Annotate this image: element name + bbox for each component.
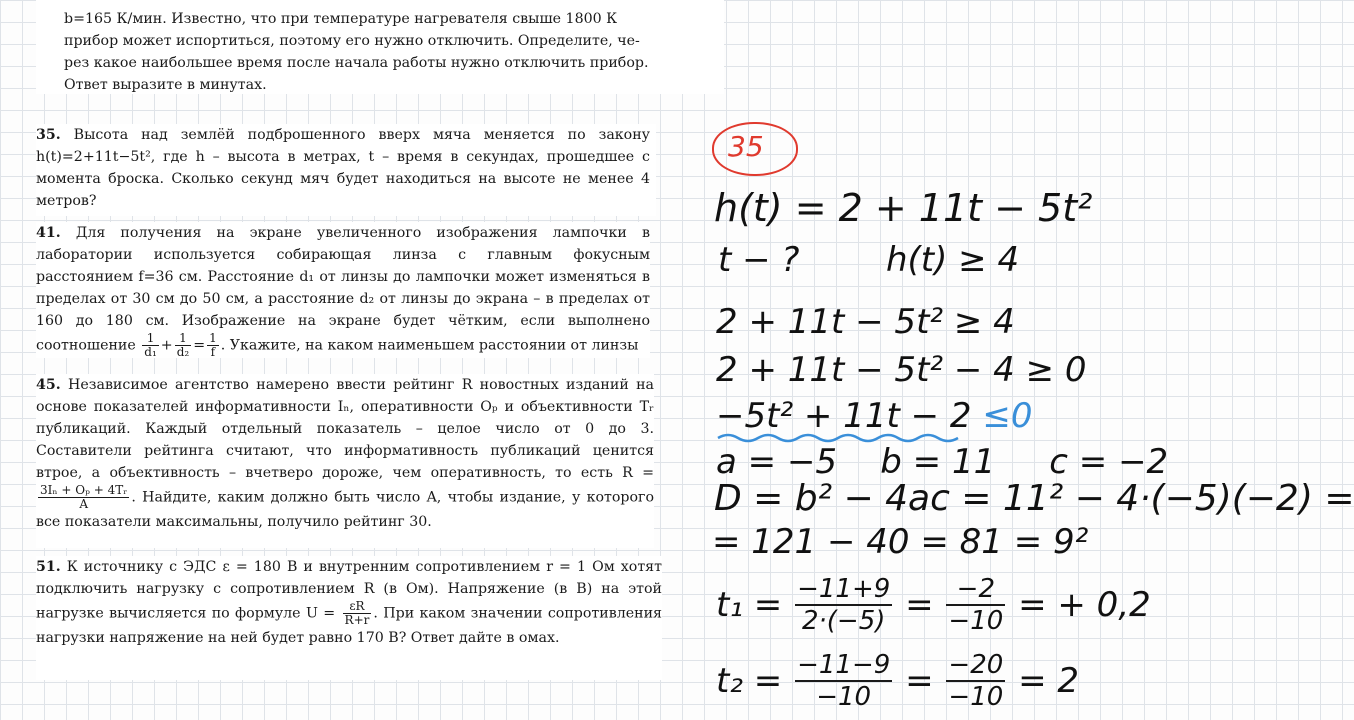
task-number: 45.	[36, 377, 61, 393]
hw-line-1: h(t) = 2 + 11t − 5t²	[714, 186, 1093, 230]
hw-line-8: = 121 − 40 = 81 = 9²	[712, 522, 1089, 562]
task-number: 41.	[36, 225, 61, 241]
hw-t2-result: = 2	[1018, 661, 1080, 701]
task-text: Независимое агентство намерено ввести рейтинг R новостных изданий на основе показателей информативности Iₙ, оперативности Oₚ и объективности Tᵣ публикаций. Каждый отдельный показатель – целое число от 0 до 3. Составители рейтинга считают, что информативность публикаций ценится втрое, а объективность – вчетверо дороже, чем оперативность, то есть R =	[36, 377, 654, 481]
task-text: К источнику с ЭДС ε = 180 В и внутренним сопротивлением r = 1 Ом хотят подключить нагрузку с сопротивлением R (в Ом). Напряжение (в В) на этой нагрузке вычисляется по формуле U =	[36, 559, 662, 622]
circled-label: 35	[728, 130, 764, 163]
task-text-tail: . Найдите, каким должно быть число A, чтобы издание, у которого все показатели максимальны, получило рейтинг 30.	[36, 489, 654, 530]
task-41: 41. Для получения на экране увеличенного изображения лампочки в лаборатории используется собирающая линза с главным фокусным расстоянием f=36 см. Расстояние d₁ от линзы до лампочки может изменяться в пределах от 30 см до 50 см, а расстояние d₂ от линзы до экрана – в пределах от 160 до 180 см. Изображение на экране будет чётким, если выполнено соотношение $\frac{1}{\text{d₁}}$ + $\frac{1}{\text{d₂}}$ = $\frac{1}{f}$ . Укажите, на каком наименьшем расстоянии от линзы	[36, 222, 650, 358]
task-top-line: прибор может испортиться, поэтому его нужно отключить. Определите, че-	[64, 33, 640, 49]
hw-blue-mark: ≤0	[982, 396, 1033, 436]
task-top-line: Ответ выразите в минутах.	[64, 77, 267, 93]
fraction-1-d1: $\frac{1}{\text{d₁}}$	[144, 331, 157, 359]
circled-task-number	[712, 122, 798, 176]
hw-line-5-text: −5t² + 11t − 2	[716, 396, 972, 436]
hw-t2-fraction-1: $\frac{-11-9}{-10}$	[797, 650, 891, 712]
task-text: Для получения на экране увеличенного изображения лампочки в лаборатории используется собирающая линза с главным фокусным расстоянием f=36 см. Расстояние d₁ от линзы до лампочки может изменяться в пределах от 30 см до 50 см, а расстояние d₂ от линзы до экрана – в пределах от 160 до 180 см. Изображение на экране будет чётким, если выполнено соотношение	[36, 225, 650, 354]
task-45	[36, 374, 654, 548]
task-text-tail: . При каком значении сопротивления нагрузки напряжение на ней будет равно 170 В? Ответ дайте в омах.	[36, 605, 662, 646]
task-top-line: b=165 К/мин. Известно, что при температуре нагревателя свыше 1800 К	[64, 11, 618, 27]
voltage-formula-fraction: $\frac{\varepsilon R}{R+r}$	[344, 599, 370, 627]
fraction-1-d2: $\frac{1}{\text{d₂}}$	[176, 331, 190, 359]
hw-line-7: D = b² − 4ac = 11² − 4·(−5)(−2) =	[714, 478, 1354, 519]
hw-t1-lhs: t₁ =	[716, 585, 783, 625]
hw-t2-fraction-2: $\frac{-20}{-10}$	[948, 650, 1004, 712]
hw-t2-lhs: t₂ =	[716, 661, 783, 701]
rating-formula-fraction: $\frac{\text{3Iₙ + Oₚ + 4Tᵣ}}{A}$	[40, 483, 128, 511]
task-text-tail: . Укажите, на каком наименьшем расстоянии от линзы	[220, 337, 639, 354]
task-35	[36, 124, 656, 216]
task-partial-top	[36, 0, 724, 94]
hw-line-6: a = −5 b = 11 c = −2	[716, 442, 1169, 482]
hw-line-2: t − ? h(t) ≥ 4	[718, 240, 1020, 280]
fraction-1-f: $\frac{1}{f}$	[209, 331, 217, 359]
hw-t1-fraction-1: $\frac{-11+9}{2\cdot(-5)}$	[797, 574, 891, 636]
task-number: 35.	[36, 127, 61, 143]
hw-t2-line: t₂ = $\frac{-11-9}{-10}$ = $\frac{-20}{-10}$ = 2	[716, 650, 1080, 712]
task-text: Высота над землёй подброшенного вверх мяча меняется по закону h(t)=2+11t−5t², где h – высота в метрах, t – время в секундах, прошедшее с момента броска. Сколько секунд мяч будет находиться на высоте не менее 4 метров?	[36, 127, 650, 209]
task-number: 51.	[36, 559, 61, 575]
hw-t1-fraction-2: $\frac{-2}{-10}$	[948, 574, 1004, 636]
hw-line-3: 2 + 11t − 5t² ≥ 4	[716, 302, 1015, 342]
task-51	[36, 556, 662, 680]
hw-t1-line: t₁ = $\frac{-11+9}{2\cdot(-5)}$ = $\frac{-2}{-10}$ = + 0,2	[716, 574, 1151, 636]
task-top-line: рез какое наибольшее время после начала работы нужно отключить прибор.	[64, 55, 649, 71]
hw-line-4: 2 + 11t − 5t² − 4 ≥ 0	[716, 350, 1087, 390]
hw-t1-result: = + 0,2	[1018, 585, 1151, 625]
